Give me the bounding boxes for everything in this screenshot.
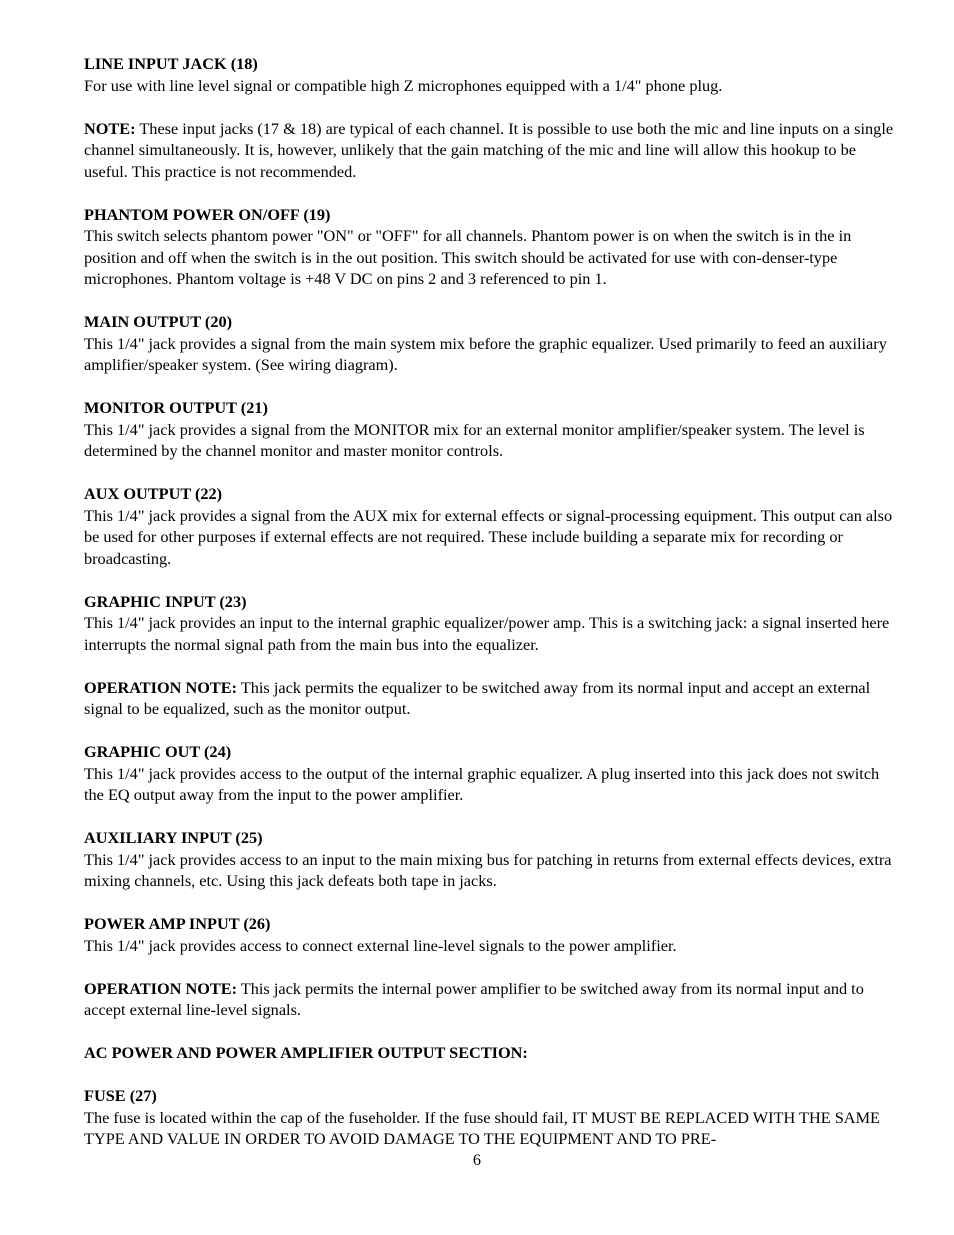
section-auxiliary-input [84,827,900,892]
section-operation-note-eq [84,677,900,720]
section-ac-power [84,1042,900,1064]
section-note [84,118,900,183]
section-heading: PHANTOM POWER ON/OFF (19) [84,204,331,224]
section-body: The fuse is located within the cap of the fuseholder. If the fuse should fail, IT MUST BE REPLACED WITH THE SAME TYPE AND VALUE IN ORDER TO AVOID DAMAGE TO THE EQUIPMENT AND TO PRE- [84,1107,880,1148]
section-heading: MAIN OUTPUT (20) [84,312,233,331]
document-page [84,53,900,1171]
section-line-input-jack [84,53,900,96]
section-heading: GRAPHIC INPUT (23) [84,591,247,611]
section-phantom-power [84,204,900,290]
section-operation-note-amp [84,978,900,1021]
section-main-output [84,311,900,376]
note-text: This jack permits the equalizer to be switched away from its normal input and accept an external signal to be equalized, such as the monitor output. [84,677,871,718]
note-text: This jack permits the internal power amplifier to be switched away from its normal input and to accept external line-level signals. [84,978,864,1019]
section-heading: POWER AMP INPUT (26) [84,914,271,933]
section-power-amp-input [84,913,900,956]
note-lead: OPERATION NOTE: [84,677,238,697]
note-text: These input jacks (17 & 18) are typical of each channel. It is possible to use both the mic and line inputs on a single channel simultaneously. It is, however, unlikely that the gain matching of the mic and line will allow this hookup to be useful. This practice is not recommended. [84,118,894,181]
section-fuse [84,1085,900,1150]
note-lead: NOTE: [84,118,136,138]
section-monitor-output [84,397,900,462]
section-body: This 1/4" jack provides access to the output of the internal graphic equalizer. A plug inserted into this jack does not switch the EQ output away from the input to the power amplifier. [84,763,880,804]
section-aux-output [84,483,900,569]
section-heading: FUSE (27) [84,1086,157,1105]
section-body: For use with line level signal or compatible high Z microphones equipped with a 1/4" phone plug. [84,75,723,95]
section-body [84,677,900,720]
section-graphic-input [84,591,900,656]
section-heading: LINE INPUT JACK (18) [84,54,258,73]
section-heading: AUXILIARY INPUT (25) [84,828,263,847]
section-body: This 1/4" jack provides access to connect external line-level signals to the power amplifier. [84,935,677,955]
section-body [84,978,900,1021]
section-heading: AC POWER AND POWER AMPLIFIER OUTPUT SECTION: [84,1043,528,1062]
section-heading: GRAPHIC OUT (24) [84,742,232,761]
section-body: This 1/4" jack provides a signal from the AUX mix for external effects or signal-processing equipment. This output can also be used for other purposes if external effects are not required. These include building a separate mix for recording or broadcasting. [84,505,893,568]
section-body: This switch selects phantom power "ON" or "OFF" for all channels. Phantom power is on when the switch is in the in position and off when the switch is in the out position. This switch should be activated for use with con-denser-type microphones. Phantom voltage is +48 V DC on pins 2 and 3 referenced to pin 1. [84,226,852,288]
page-number: 6 [472,1150,482,1169]
section-heading: AUX OUTPUT (22) [84,484,223,503]
section-heading: MONITOR OUTPUT (21) [84,398,268,417]
section-body: This 1/4" jack provides a signal from the main system mix before the graphic equalizer. Used primarily to feed an auxiliary amplifier/speaker system. (See wiring diagram). [84,333,887,374]
section-body [84,118,900,183]
section-graphic-out [84,741,900,806]
note-lead: OPERATION NOTE: [84,978,238,998]
section-body: This 1/4" jack provides a signal from the MONITOR mix for an external monitor amplifier/speaker system. The level is determined by the channel monitor and master monitor controls. [84,419,865,460]
section-body: This 1/4" jack provides an input to the internal graphic equalizer/power amp. This is a switching jack: a signal inserted here interrupts the normal signal path from the main bus into the equalizer. [84,613,890,654]
section-body: This 1/4" jack provides access to an input to the main mixing bus for patching in returns from external effects devices, extra mixing channels, etc. Using this jack defeats both tape in jacks. [84,849,892,890]
